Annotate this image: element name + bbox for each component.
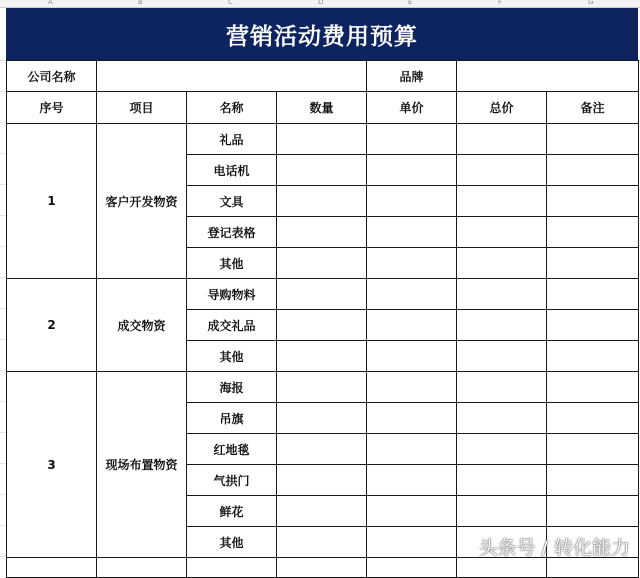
- column-header-strip: [0, 0, 640, 8]
- remarks-cell[interactable]: [546, 278, 639, 310]
- unit-price-cell[interactable]: [366, 278, 457, 310]
- remarks-cell[interactable]: [546, 247, 639, 279]
- total-price-cell[interactable]: [456, 278, 547, 310]
- item-name[interactable]: 吊旗: [186, 402, 277, 434]
- total-price-cell[interactable]: [456, 216, 547, 248]
- header-quantity[interactable]: 数量: [276, 91, 367, 124]
- unit-price-cell[interactable]: [366, 340, 457, 372]
- quantity-cell[interactable]: [276, 278, 367, 310]
- group-index-2[interactable]: 2: [6, 278, 97, 372]
- total-price-cell[interactable]: [456, 309, 547, 341]
- column-letter-b[interactable]: B: [138, 0, 143, 6]
- total-price-cell[interactable]: [456, 371, 547, 403]
- total-price-cell[interactable]: [456, 154, 547, 186]
- remarks-cell[interactable]: [546, 371, 639, 403]
- item-name[interactable]: 礼品: [186, 123, 277, 155]
- total-price-cell[interactable]: [456, 185, 547, 217]
- quantity-cell[interactable]: [276, 371, 367, 403]
- unit-price-cell[interactable]: [366, 464, 457, 496]
- gutter-line: [0, 463, 6, 464]
- unit-price-cell[interactable]: [366, 495, 457, 527]
- brand-label[interactable]: 品牌: [366, 60, 457, 92]
- sheet-title[interactable]: 营销活动费用预算: [6, 8, 638, 60]
- total-price-cell[interactable]: [456, 402, 547, 434]
- quantity-cell[interactable]: [276, 154, 367, 186]
- gutter-line: [0, 215, 6, 216]
- unit-price-cell[interactable]: [366, 371, 457, 403]
- quantity-cell[interactable]: [276, 185, 367, 217]
- gutter-line: [0, 91, 6, 92]
- total-price-cell[interactable]: [456, 340, 547, 372]
- header-project[interactable]: 项目: [96, 91, 187, 124]
- remarks-cell[interactable]: [546, 433, 639, 465]
- remarks-cell[interactable]: [546, 154, 639, 186]
- header-unit-price[interactable]: 单价: [366, 91, 457, 124]
- column-letter-g[interactable]: G: [588, 0, 594, 6]
- next-row-cell[interactable]: [276, 557, 367, 578]
- remarks-cell[interactable]: [546, 402, 639, 434]
- quantity-cell[interactable]: [276, 216, 367, 248]
- gutter-line: [0, 122, 6, 123]
- brand-input[interactable]: [456, 60, 639, 92]
- column-letter-f[interactable]: F: [498, 0, 503, 6]
- group-project-1[interactable]: 客户开发物资: [96, 123, 187, 279]
- remarks-cell[interactable]: [546, 309, 639, 341]
- next-row-cell[interactable]: [546, 557, 639, 578]
- unit-price-cell[interactable]: [366, 154, 457, 186]
- item-name[interactable]: 文具: [186, 185, 277, 217]
- header-name[interactable]: 名称: [186, 91, 277, 124]
- gutter-line: [0, 432, 6, 433]
- quantity-cell[interactable]: [276, 247, 367, 279]
- gutter-line: [0, 525, 6, 526]
- total-price-cell[interactable]: [456, 123, 547, 155]
- unit-price-cell[interactable]: [366, 433, 457, 465]
- remarks-cell[interactable]: [546, 340, 639, 372]
- gutter-line: [0, 60, 6, 61]
- column-letter-c[interactable]: C: [228, 0, 233, 6]
- gutter-line: [0, 277, 6, 278]
- company-label[interactable]: 公司名称: [6, 60, 97, 92]
- total-price-cell[interactable]: [456, 247, 547, 279]
- item-name[interactable]: 其他: [186, 340, 277, 372]
- item-name[interactable]: 气拱门: [186, 464, 277, 496]
- item-name[interactable]: 导购物料: [186, 278, 277, 310]
- unit-price-cell[interactable]: [366, 309, 457, 341]
- remarks-cell[interactable]: [546, 216, 639, 248]
- item-name[interactable]: 其他: [186, 526, 277, 558]
- quantity-cell[interactable]: [276, 309, 367, 341]
- remarks-cell[interactable]: [546, 495, 639, 527]
- item-name[interactable]: 海报: [186, 371, 277, 403]
- header-remarks[interactable]: 备注: [546, 91, 639, 124]
- total-price-cell[interactable]: [456, 464, 547, 496]
- quantity-cell[interactable]: [276, 433, 367, 465]
- quantity-cell[interactable]: [276, 402, 367, 434]
- quantity-cell[interactable]: [276, 123, 367, 155]
- quantity-cell[interactable]: [276, 464, 367, 496]
- unit-price-cell[interactable]: [366, 247, 457, 279]
- item-name[interactable]: 成交礼品: [186, 309, 277, 341]
- gutter-line: [0, 339, 6, 340]
- total-price-cell[interactable]: [456, 495, 547, 527]
- gutter-line: [0, 308, 6, 309]
- remarks-cell[interactable]: [546, 123, 639, 155]
- header-total-price[interactable]: 总价: [456, 91, 547, 124]
- unit-price-cell[interactable]: [366, 185, 457, 217]
- next-row-cell[interactable]: [6, 557, 97, 578]
- gutter-line: [0, 153, 6, 154]
- column-letter-e[interactable]: E: [408, 0, 413, 6]
- item-name[interactable]: 其他: [186, 247, 277, 279]
- unit-price-cell[interactable]: [366, 402, 457, 434]
- gutter-line: [0, 494, 6, 495]
- remarks-cell[interactable]: [546, 464, 639, 496]
- remarks-cell[interactable]: [546, 185, 639, 217]
- total-price-cell[interactable]: [456, 433, 547, 465]
- unit-price-cell[interactable]: [366, 526, 457, 558]
- gutter-line: [0, 401, 6, 402]
- gutter-line: [0, 556, 6, 557]
- quantity-cell[interactable]: [276, 495, 367, 527]
- item-name[interactable]: 登记表格: [186, 216, 277, 248]
- column-letter-d[interactable]: D: [318, 0, 324, 6]
- next-row-cell[interactable]: [186, 557, 277, 578]
- group-project-3[interactable]: 现场布置物资: [96, 371, 187, 558]
- next-row-cell[interactable]: [456, 557, 547, 578]
- group-project-2[interactable]: 成交物资: [96, 278, 187, 372]
- item-name[interactable]: 鲜花: [186, 495, 277, 527]
- gutter-line: [0, 370, 6, 371]
- gutter-line: [0, 184, 6, 185]
- quantity-cell[interactable]: [276, 340, 367, 372]
- unit-price-cell[interactable]: [366, 123, 457, 155]
- next-row-cell[interactable]: [96, 557, 187, 578]
- group-index-1[interactable]: 1: [6, 123, 97, 279]
- quantity-cell[interactable]: [276, 526, 367, 558]
- item-name[interactable]: 电话机: [186, 154, 277, 186]
- group-index-3[interactable]: 3: [6, 371, 97, 558]
- unit-price-cell[interactable]: [366, 216, 457, 248]
- company-name-input[interactable]: [96, 60, 367, 92]
- item-name[interactable]: 红地毯: [186, 433, 277, 465]
- header-index[interactable]: 序号: [6, 91, 97, 124]
- gutter-line: [0, 246, 6, 247]
- watermark: 头条号 / 转化能力: [478, 537, 630, 559]
- column-letter-a[interactable]: A: [48, 0, 53, 6]
- next-row-cell[interactable]: [366, 557, 457, 578]
